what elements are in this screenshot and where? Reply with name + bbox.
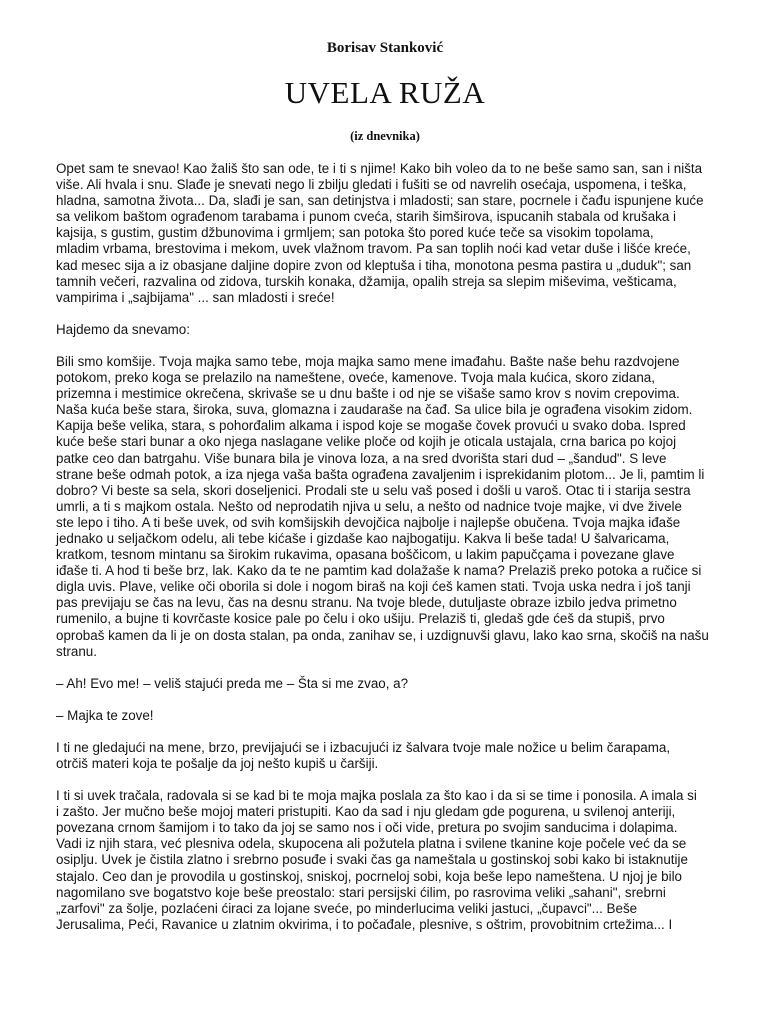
paragraph-mother-room: I ti si uvek tračala, radovala si se kad bi te moja majka poslala za što kao i da si se time i ponosila. A imala si i zašto. Jer mučno beše mojoj materi pristupiti. Kao da sad i nju gledam gde pogurena, u svilenoj anteriji, povezana crnom šamijom i to tako da joj se samo nos i oči vide, pretura po svojim sanducima i dolapima. Vadi iz njih stara, već plesniva odela, skupocena ali požutela platna i svilene tkanine koje počele već da se osiplju. Uvek je čistila zlatno i srebrno posuđe i svaki čas ga nameštala u gostinskoj sobi kako bi istaknutije stajalo. Ceo dan je provodila u gostinskoj, sniskoj, pocrneloj sobi, koja beše lepo nameštena. U njoj je bilo nagomilano sve bogatstvo koje beše preostalo: stari persijski ćilim, po rasrovima veliki „sahani", srebrni „zarfovi" za šolje, pozlaćeni ćiraci za lojane sveće, po minderlucima veliki jastuci, „čupavci"... Beše Jerusalima, Peći, Ravanice u zlatnim okvirima, i to počađale, plesnive, s oštrim, provobitnim crtežima... I [56, 788, 697, 932]
paragraph-dialogue-here-i-am: – Ah! Evo me! – veliš stajući preda me – Šta si me zvao, a? [56, 675, 409, 691]
author-name: Borisav Stanković [326, 40, 444, 56]
document-body [56, 161, 714, 933]
paragraph-errand: I ti ne gledajući na mene, brzo, previjajući se i izbacujući iz šalvara tvoje male nožice u belim čarapama, otrčiš materi koja te pošalje da joj nešto kupiš u čaršiji. [56, 739, 671, 771]
document-title: UVELA RUŽA [284, 75, 486, 110]
paragraph-intro: Opet sam te snevao! Kao žališ što san ode, te i ti s njime! Kako bih voleo da to ne beše samo san, san i ništa više. Ali hvala i snu. Slađe je snevati nego li zbilju gledati i fušiti se od navrelih osećaja, uspomena, i teška, hladna, samotna života... Da, slađi je san, san detinjstva i mladosti; san stare, pocrnele i čađu ispunjene kuće sa velikom baštom ograđenom tarabama i punom cveća, starih šimširova, ispucanih stabala od krušaka i kajsija, s gustim, gustim džbunovima i grmljem; san potoka što pored kuće teče sa visokim topolama, mladim vrbama, brestovima i mekom, uvek vlažnom travom. Pa san toplih noći kad vetar duše i lišće kreće, kad mesec sija a iz obasjane daljine dopire zvon od kleptuša i tiha, monotona pesma pastira u „duduk"; san tamnih večeri, razvalina od zidova, turskih konaka, džamija, opalih streja sa slepim miševima, vešticama, vampirima i „sajbijama" ... san mladosti i sreće! [56, 161, 704, 305]
paragraph-lets-dream: Hajdemo da snevamo: [56, 321, 190, 337]
document-subtitle: (iz dnevnika) [350, 129, 420, 143]
paragraph-dialogue-mother-calls: – Majka te zove! [56, 707, 154, 723]
paragraph-neighbors: Bili smo komšije. Tvoja majka samo tebe, moja majka samo mene imađahu. Bašte naše behu razdvojene potokom, preko koga se prelazilo na nameštene, oveće, kamenove. Tvoja mala kućica, skoro zidana, prizemna i mestimice okrečena, skrivaše se u dnu bašte i od nje se višaše samo krov s novim crepovima. Naša kuća beše stara, široka, suva, glomazna i zaudaraše na čađ. Sa ulice bila je ograđena visokim zidom. Kapija beše velika, stara, s pohorđalim alkama i ispod koje se mogaše čovek provući u svako doba. Ispred kuće beše stari bunar a oko njega naslagane velike ploče od kojih je oticala ustajala, crna barica po kojoj patke ceo dan batrgahu. Više bunara bila je vinova loza, a na sred dvorišta stari dud – „šandud". S leve strane beše odmah potok, a iza njega vaša bašta ograđena zavaljenim i isprekidanim plotom... Je li, pamtim li dobro? Vi beste sa sela, skori doseljenici. Prodali ste u selu vaš posed i došli u varoš. Otac ti i starija sestra umrli, a ti s majkom ostala. Nešto od neprodatih njiva u selu, a nešto od nadnice tvoje majke, vi dve živele ste lepo i tiho. A ti beše uvek, od svih komšijskih devojčica najbolje i najlepše obučena. Tvoja majka iđaše jednako u seljačkom odelu, ali tebe kićaše i gizdaše kao najbogatiju. Kakva li beše tada! U šalvaricama, kratkom, tesnom mintanu sa širokim rukavima, opasana boščicom, u lakim papučçama i povezane glave iđaše ti. A hod ti beše brz, lak. Kako da te ne pamtim kad dolažaše k nama? Prelaziš preko potoka a ručice si digla uvis. Plave, velike oči oborila si dole i nogom biraš na koji ćeš kamen stati. Tvoja uska nedra i još tanji pas previjaju se čas na levu, čas na desnu stranu. Na tvoje blede, dutuljaste obraze izbilo jedva primetno rumenilo, a bujne ti kovrčaste kosice pale po čelu i oko ušiju. Prelaziš ti, gledaš gde ćeš da stupiš, prvo oprobaš kamen da li je on dosta stalan, pa onda, zanihav se, i uzdignuvši glavu, lako kao srna, skočiš na našu stranu. [56, 353, 709, 659]
